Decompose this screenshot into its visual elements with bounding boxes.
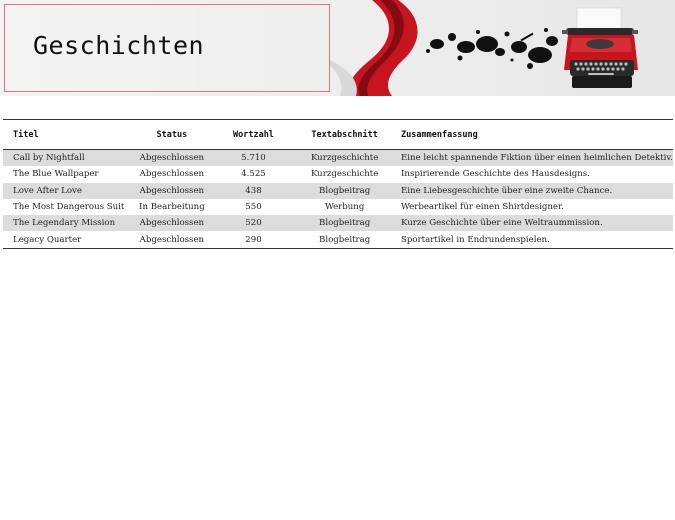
column-header-summary[interactable]: Zusammenfassung	[401, 129, 478, 140]
typewriter-icon	[562, 8, 638, 88]
cell-status[interactable]: Abgeschlossen	[139, 234, 205, 245]
red-ribbon-shape	[348, 0, 417, 96]
cell-title[interactable]: Love After Love	[13, 185, 82, 196]
cell-section[interactable]: Blogbeitrag	[319, 234, 371, 245]
stories-table	[3, 119, 673, 249]
table-row	[3, 231, 673, 248]
cell-summary[interactable]: Eine Liebesgeschichte über eine zweite Chance.	[401, 185, 613, 196]
cell-section[interactable]: Blogbeitrag	[319, 185, 371, 196]
ink-splatter-icon	[426, 28, 558, 69]
cell-wordcount[interactable]: 550	[245, 202, 262, 213]
table-row	[3, 166, 673, 182]
table-header-row	[3, 120, 673, 150]
table-row	[3, 215, 673, 231]
cell-summary[interactable]: Werbeartikel für einen Shirtdesigner.	[401, 202, 564, 213]
column-header-section[interactable]: Textabschnitt	[311, 129, 378, 140]
cell-title[interactable]: Legacy Quarter	[13, 234, 82, 245]
cell-status[interactable]: Abgeschlossen	[139, 153, 205, 164]
cell-title[interactable]: The Legendary Mission	[13, 218, 116, 229]
column-header-status[interactable]: Status	[156, 129, 188, 140]
cell-status[interactable]: In Bearbeitung	[139, 202, 205, 213]
column-header-wordcount[interactable]: Wortzahl	[232, 129, 274, 140]
table-row	[3, 199, 673, 215]
cell-section[interactable]: Werbung	[324, 202, 365, 213]
cell-section[interactable]: Kurzgeschichte	[310, 169, 379, 180]
cell-title[interactable]: The Most Dangerous Suit	[13, 202, 125, 213]
cell-wordcount[interactable]: 4.525	[241, 169, 266, 180]
cell-section[interactable]: Blogbeitrag	[319, 218, 371, 229]
table-row	[3, 150, 673, 167]
cell-status[interactable]: Abgeschlossen	[139, 218, 205, 229]
cell-wordcount[interactable]: 290	[245, 234, 262, 245]
page-title: Geschichten	[33, 31, 205, 60]
cell-wordcount[interactable]: 520	[245, 218, 262, 229]
cell-summary[interactable]: Sportartikel in Endrundenspielen.	[401, 234, 550, 245]
cell-status[interactable]: Abgeschlossen	[139, 169, 205, 180]
cell-status[interactable]: Abgeschlossen	[139, 185, 205, 196]
cell-summary[interactable]: Eine leicht spannende Fiktion über einen heimlichen Detektiv.	[401, 153, 673, 164]
cell-wordcount[interactable]: 5.710	[241, 153, 266, 164]
cell-summary[interactable]: Kurze Geschichte über eine Weltraummission.	[401, 218, 603, 229]
cell-summary[interactable]: Inspirierende Geschichte des Hausdesigns.	[401, 169, 590, 180]
table-row	[3, 183, 673, 199]
cell-wordcount[interactable]: 438	[245, 185, 262, 196]
cell-title[interactable]: The Blue Wallpaper	[13, 169, 99, 180]
header-banner	[0, 0, 675, 96]
cell-title[interactable]: Call by Nightfall	[13, 153, 85, 164]
cell-section[interactable]: Kurzgeschichte	[310, 153, 379, 164]
column-header-title[interactable]: Titel	[13, 129, 39, 140]
